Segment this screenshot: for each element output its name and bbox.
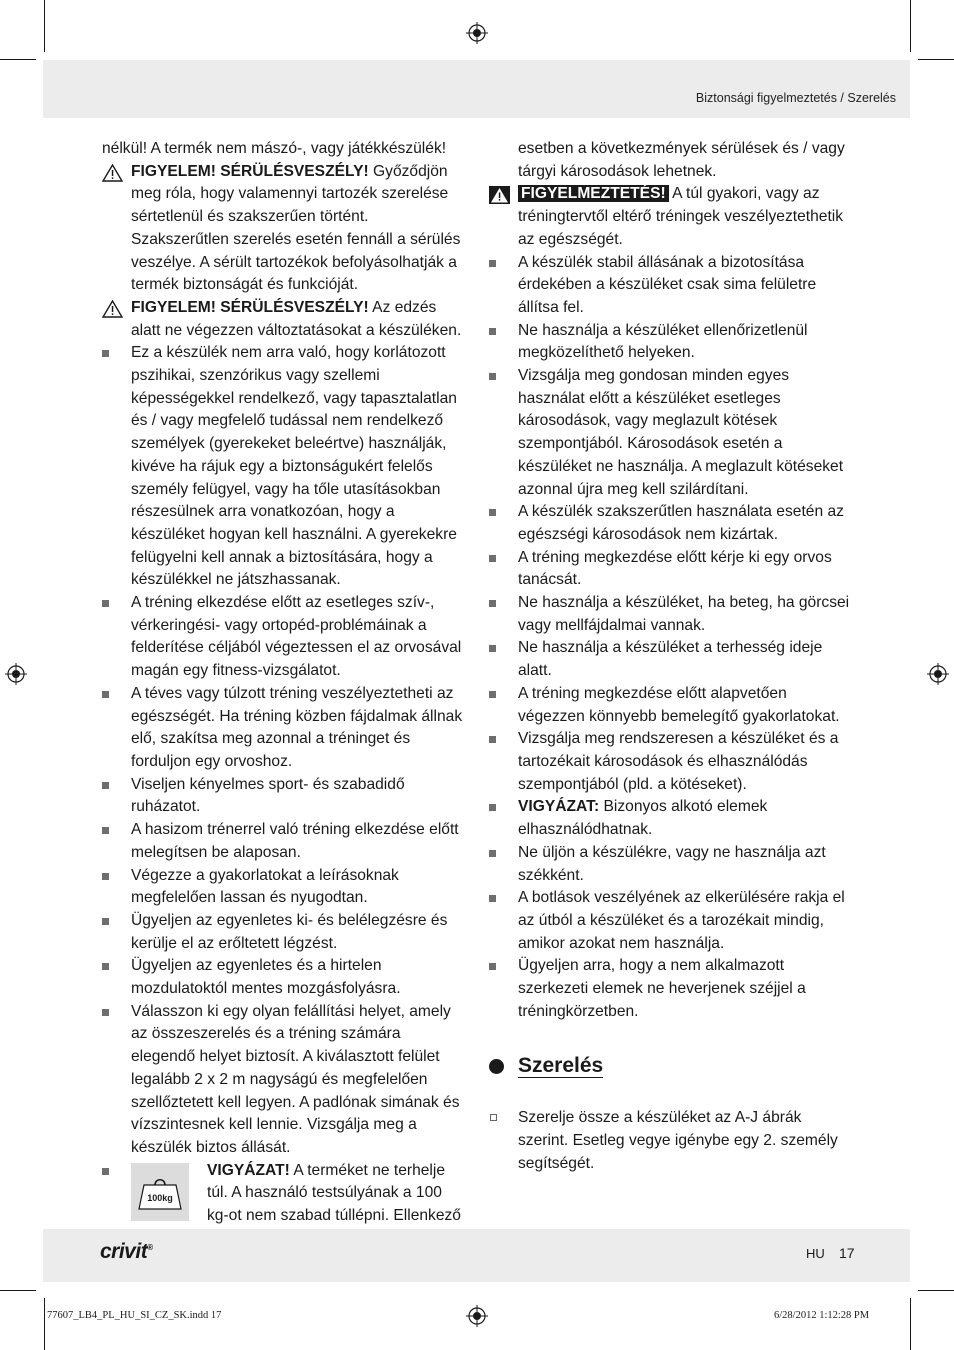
warning-triangle-icon (102, 300, 123, 318)
square-bullet-icon (489, 645, 496, 652)
list-item (102, 865, 464, 910)
checkbox-square-icon (490, 1114, 497, 1121)
list-item-text: Vizsgálja meg rendszeresen a készüléket és a tartozékait károsodások és elhasználódás szempontjából (pld. a kötéseket). (518, 730, 839, 793)
crop-mark (910, 0, 911, 52)
file-slug: 77607_LB4_PL_HU_SI_CZ_SK.indd 17 (47, 1310, 222, 1321)
list-item (102, 910, 464, 955)
square-bullet-icon (489, 328, 496, 335)
list-item (102, 342, 464, 592)
list-item-text: A botlások veszélyének az elkerülésére rakja el az útból a készüléket és a tarozékait mindig, amikor azokat nem használja. (518, 889, 845, 952)
crop-mark (44, 1298, 45, 1350)
crop-mark (910, 1298, 911, 1350)
list-item (102, 955, 464, 1000)
weight-label: 100kg (147, 1192, 173, 1203)
crop-mark (0, 1290, 36, 1291)
page-number: 17 (839, 1245, 855, 1261)
crop-mark (44, 0, 45, 52)
list-item (102, 683, 464, 774)
list-item-text: Ne használja a készüléket ellenőrizetlenül megközelíthető helyeken. (518, 321, 808, 362)
list-item-text: A készülék stabil állásának a bizotosítása érdekében a készüléket csak sima felületre állítsa fel. (518, 253, 817, 316)
list-item (102, 592, 464, 683)
list-item (489, 728, 853, 796)
list-item-text: A tréning megkezdése előtt kérje ki egy orvos tanácsát. (518, 548, 832, 589)
registration-mark-icon (927, 663, 949, 685)
square-bullet-icon (489, 895, 496, 902)
footer-band (43, 1229, 910, 1282)
registration-mark-icon (466, 22, 488, 44)
left-column (102, 138, 464, 1228)
list-item-text: Ügyeljen az egyenletes és a hirtelen mozdulatoktól mentes mozgásfolyásra. (131, 957, 401, 998)
heading-text: Szerelés (518, 1054, 604, 1078)
square-bullet-icon (489, 373, 496, 380)
list-item (489, 547, 853, 592)
square-bullet-icon (102, 827, 109, 834)
heading-dot-icon (489, 1059, 504, 1074)
warning-text: Az edzés alatt ne végezzen változtatásokat a készüléken. (131, 298, 462, 339)
language-code: HU (806, 1246, 825, 1261)
list-item-text: A hasizom trénerrel való tréning elkezdése előtt melegítsen be alaposan. (131, 821, 459, 861)
square-bullet-icon (102, 782, 109, 789)
square-bullet-icon (102, 350, 109, 357)
square-bullet-icon (489, 963, 496, 970)
list-item-text: Vizsgálja meg gondosan minden egyes használat előtt a készüléket esetleges károsodások, vagy meglazult kötések szempontjából. Károsodások esetén a készüléket ne használja. A meglazult kötéseket azonnal újra meg kell szilárdítani. (518, 367, 844, 498)
square-bullet-icon (489, 804, 496, 811)
square-bullet-icon (102, 963, 109, 970)
weight-limit-icon (131, 1163, 189, 1221)
square-bullet-icon (489, 691, 496, 698)
square-bullet-icon (489, 509, 496, 516)
square-bullet-icon (102, 873, 109, 880)
list-item-text: Ügyeljen az egyenletes ki- és belélegzésre és kerülje el az erőltetett légzést. (131, 911, 448, 952)
continued-text-body: esetben a következmények sérülések és / vagy tárgyi károsodások lehetnek. (518, 140, 845, 180)
assembly-step-text: Szerelje össze a készüléket az A-J ábrák szerint. Esetleg vegye igénybe egy 2. személy segítségét. (518, 1109, 838, 1172)
warning-text: Győződjön meg róla, hogy valamennyi tartozék szerelése sértetlenül és szakszerűen történt. Szakszerűtlen szerelés esetén fennáll a sérülés veszélye. A sérült tartozékok befolyásolhatják a termék biztonságát és funkcióját. (131, 162, 461, 294)
square-bullet-icon (102, 1168, 109, 1175)
list-item (489, 796, 853, 841)
crop-mark (918, 59, 954, 60)
list-item (489, 683, 853, 728)
list-item-text: Válasszon ki egy olyan felállítási helyet, amely az összeszerelés és a tréning számára elegendő helyet biztosít. A kiválasztott felület legalább 2 x 2 m nagyságú és megfelelően szellőztetett kell legyen. A padlónak simának és vízszintesnek kell lennie. Vizsgálja meg a készülék biztos állását. (131, 1002, 460, 1156)
square-bullet-icon (489, 260, 496, 267)
continued-text (489, 138, 853, 183)
crop-mark (918, 1290, 954, 1291)
list-item (489, 955, 853, 1023)
warning-label: VIGYÁZAT: (518, 798, 600, 816)
warning-paragraph (102, 297, 464, 342)
section-heading (489, 1053, 853, 1079)
square-bullet-icon (102, 918, 109, 925)
list-item-text: A tréning megkezdése előtt alapvetően végezzen könnyebb bemelegítő gyakorlatokat. (518, 684, 840, 725)
warning-label: FIGYELEM! SÉRÜLÉSVESZÉLY! (131, 162, 369, 180)
list-item (102, 774, 464, 819)
list-item-text: Bizonyos alkotó elemek elhasználódhatnak. (518, 798, 768, 839)
warning-paragraph (489, 183, 853, 251)
list-item (102, 1001, 464, 1160)
warning-text: A túl gyakori, vagy az tréningtervtől eltérő tréningek veszélyeztethetik az egészségét. (518, 185, 844, 248)
warning-label: FIGYELEM! SÉRÜLÉSVESZÉLY! (131, 298, 369, 316)
list-item-text: Végezze a gyakorlatokat a leírásoknak megfelelően lassan és nyugodtan. (131, 866, 399, 907)
list-item (489, 365, 853, 501)
list-item (489, 252, 853, 320)
trademark-symbol: ® (147, 1243, 153, 1252)
list-item (489, 501, 853, 546)
assembly-step (489, 1107, 853, 1175)
warning-text: A terméket ne terhelje túl. A használó testsúlyának a 100 kg-ot nem szabad túllépni. Ellenkező (207, 1161, 461, 1225)
registration-mark-icon (466, 1305, 488, 1327)
list-item (489, 887, 853, 955)
square-bullet-icon (102, 600, 109, 607)
list-item-text: A készülék szakszerűtlen használata esetén az egészségi károsodások nem kizártak. (518, 503, 844, 543)
square-bullet-icon (489, 555, 496, 562)
list-item (489, 842, 853, 887)
list-item (489, 592, 853, 637)
list-item (489, 320, 853, 365)
list-item-text: A téves vagy túlzott tréning veszélyeztetheti az egészségét. Ha tréning közben fájdalmak állnak elő, szakítsa meg azonnal a tréninget és forduljon egy orvoshoz. (131, 684, 463, 770)
list-item-text: Ez a készülék nem arra való, hogy korlátozott pszihikai, szenzórikus vagy szellemi képességekkel rendelkező, vagy tapasztalatlan és / vagy megfelelő tudással nem rendelkező személyek (gyerekeket beleértve) használják, kivéve ha rájuk egy a biztonságukért felelős személy felügyel, vagy ha tőle utasításokban részesülnek arra vonatkozóan, hogy a készüléket hogyan kell használni. A gyerekekre felügyelni kell annak a biztosítására, hogy a készülékkel ne játszhassanak. (131, 344, 457, 589)
crop-mark (0, 59, 36, 60)
square-bullet-icon (102, 691, 109, 698)
list-item (489, 637, 853, 682)
continued-text: nélkül! A termék nem mászó-, vagy játékkészülék! (102, 140, 447, 157)
weight-icon (131, 1163, 189, 1221)
square-bullet-icon (102, 1009, 109, 1016)
section-title: Biztonsági figyelmeztetés / Szerelés (695, 91, 896, 105)
warning-paragraph (102, 161, 464, 297)
warning-triangle-icon (489, 186, 510, 204)
list-item-text: Ne használja a készüléket a terhesség ideje alatt. (518, 639, 823, 680)
warning-label: VIGYÁZAT! (207, 1161, 290, 1179)
square-bullet-icon (489, 736, 496, 743)
list-item-text: Ne használja a készüléket, ha beteg, ha görcsei vagy mellfájdalmai vannak. (518, 594, 850, 634)
brand-name: crivit (100, 1240, 148, 1263)
square-bullet-icon (489, 850, 496, 857)
list-item (102, 819, 464, 864)
date-slug: 6/28/2012 1:12:28 PM (774, 1310, 870, 1321)
warning-label: FIGYELMEZTETÉS! (518, 185, 669, 202)
square-bullet-icon (489, 600, 496, 607)
right-column (489, 138, 853, 1176)
registration-mark-icon (5, 663, 27, 685)
list-item-text: A tréning elkezdése előtt az esetleges szív-, vérkeringési- vagy ortopéd-problémáinak a felderítése céljából végeztessen el az orvosával magán egy fitness-vizsgálatot. (131, 594, 462, 680)
list-item-text: Viseljen kényelmes sport- és szabadidő ruházatot. (131, 775, 405, 816)
max-load-warning (102, 1160, 464, 1228)
warning-triangle-icon (102, 164, 123, 182)
brand-logo (100, 1240, 153, 1264)
list-item-text: Ügyeljen arra, hogy a nem alkalmazott szerkezeti elemek ne heverjenek széjjel a tréningkörzetben. (518, 957, 806, 1020)
header-band (43, 60, 910, 118)
list-item-text: Ne üljön a készülékre, vagy ne használja azt székként. (518, 843, 826, 884)
